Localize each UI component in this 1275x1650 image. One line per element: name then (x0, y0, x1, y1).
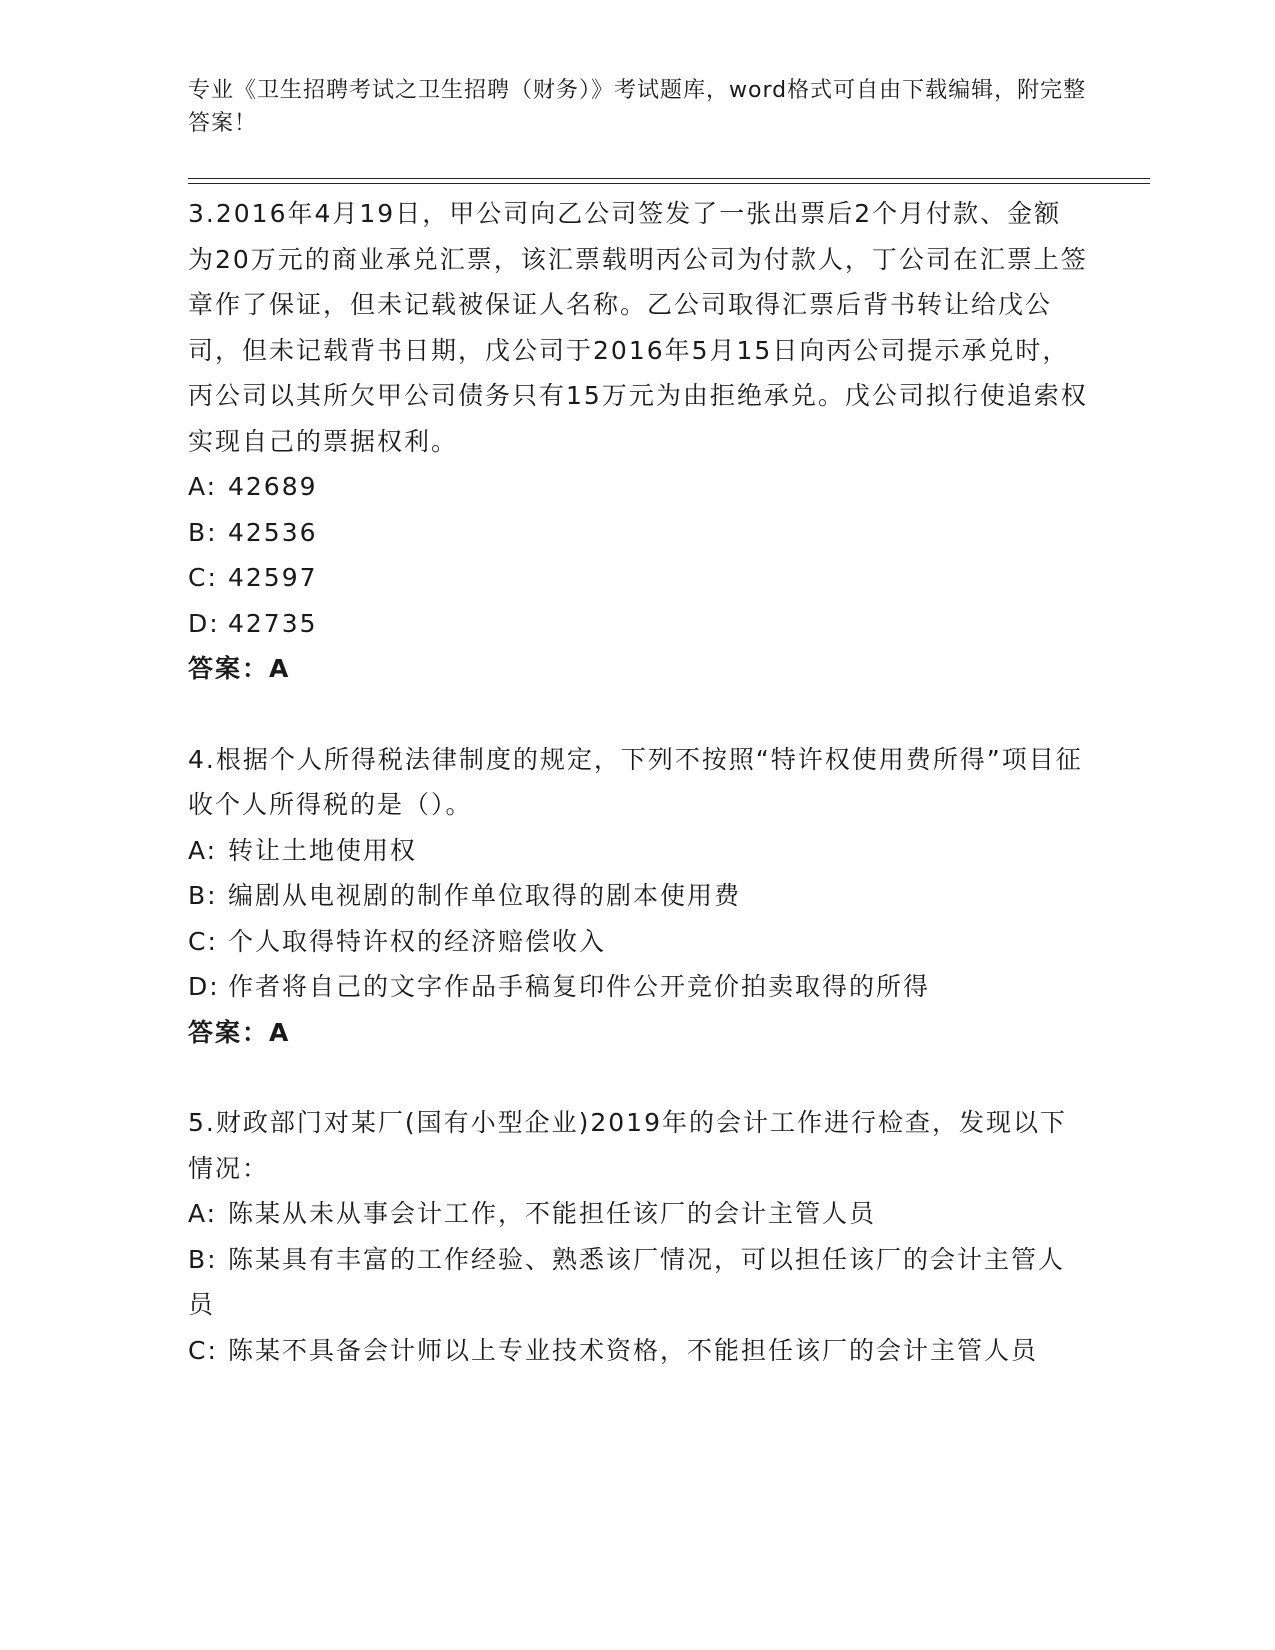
option-key: C: (188, 926, 218, 956)
answer-line (188, 646, 1088, 692)
answer-value: A (269, 1017, 291, 1047)
answer-value: A (269, 654, 291, 683)
answer-label: 答案： (188, 1017, 270, 1047)
question-3 (188, 191, 1088, 692)
option-a (188, 1191, 1088, 1237)
answer-line (188, 1010, 1088, 1056)
option-text: 陈某从未从事会计工作，不能担任该厂的会计主管人员 (228, 1199, 877, 1228)
option-text: 42597 (228, 563, 318, 592)
option-c (188, 919, 1088, 965)
question-stem: 3.2016年4月19日，甲公司向乙公司签发了一张出票后2个月付款、金额为20万元的商业承兑汇票，该汇票载明丙公司为付款人，丁公司在汇票上签章作了保证，但未记载被保证人名称。乙公司取得汇票后背书转让给戊公司，但未记载背书日期，戊公司于2016年5月15日向丙公司提示承兑时，丙公司以其所欠甲公司债务只有15万元为由拒绝承兑。戊公司拟行使追索权实现自己的票据权利。 (188, 199, 1088, 456)
document-header: 专业《卫生招聘考试之卫生招聘（财务）》考试题库，word格式可自由下载编辑，附完整答案！ (188, 78, 1087, 136)
option-text: 个人取得特许权的经济赔偿收入 (228, 926, 607, 956)
option-text: 42689 (228, 472, 318, 501)
option-key: A: (188, 1199, 218, 1228)
option-text: 陈某不具备会计师以上专业技术资格，不能担任该厂的会计主管人员 (228, 1335, 1039, 1365)
option-c (188, 555, 1088, 601)
option-b (188, 510, 1088, 556)
option-key: C: (188, 563, 218, 592)
option-a (188, 828, 1088, 874)
option-text: 42536 (228, 517, 318, 547)
question-4 (188, 737, 1088, 1056)
option-key: B: (188, 517, 218, 547)
option-key: A: (188, 472, 218, 501)
option-d (188, 964, 1088, 1010)
option-key: C: (188, 1335, 218, 1365)
question-stem: 5.财政部门对某厂(国有小型企业)2019年的会计工作进行检查，发现以下情况： (188, 1108, 1067, 1183)
option-text: 陈某具有丰富的工作经验、熟悉该厂情况，可以担任该厂的会计主管人员 (188, 1244, 1066, 1319)
option-text: 转让土地使用权 (228, 835, 418, 865)
answer-label: 答案： (188, 654, 270, 683)
option-a (188, 464, 1088, 510)
option-c (188, 1328, 1088, 1374)
option-key: B: (188, 881, 218, 910)
option-key: D: (188, 972, 220, 1001)
header-divider-bottom (188, 183, 1150, 184)
option-text: 作者将自己的文字作品手稿复印件公开竞价拍卖取得的所得 (228, 972, 931, 1001)
option-b (188, 1237, 1088, 1328)
option-key: A: (188, 835, 218, 865)
option-b (188, 873, 1088, 919)
option-key: B: (188, 1244, 218, 1274)
question-stem: 4.根据个人所得税法律制度的规定，下列不按照“特许权使用费所得”项目征收个人所得税的是（）。 (188, 744, 1083, 819)
question-5 (188, 1100, 1088, 1373)
option-text: 42735 (228, 608, 318, 638)
header-divider-top (188, 178, 1150, 179)
question-list (188, 191, 1088, 1373)
option-text: 编剧从电视剧的制作单位取得的剧本使用费 (228, 881, 742, 910)
option-d (188, 601, 1088, 647)
option-key: D: (188, 608, 220, 638)
